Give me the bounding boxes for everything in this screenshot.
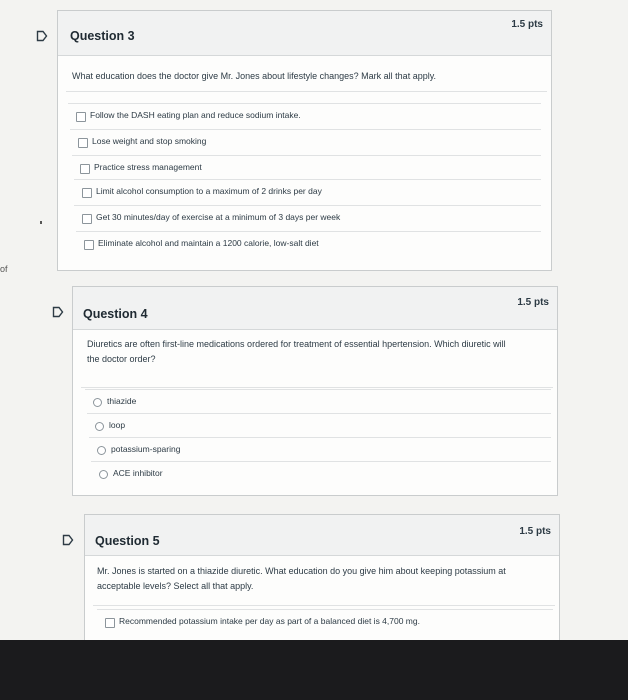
question-4-header: [73, 287, 557, 330]
bottom-bar: [0, 640, 628, 700]
answer-option[interactable]: [85, 389, 551, 414]
question-4-points: 1.5 pts: [517, 297, 549, 308]
checkbox-icon[interactable]: [82, 214, 92, 224]
decorative-dot: [40, 221, 42, 224]
question-4-title: Question 4: [83, 307, 148, 321]
checkbox-icon[interactable]: [76, 112, 86, 122]
question-4-prompt-line-2: the doctor order?: [87, 354, 156, 364]
answer-label: Lose weight and stop smoking: [92, 136, 207, 146]
checkbox-icon[interactable]: [84, 240, 94, 250]
question-5-prompt-line-1: Mr. Jones is started on a thiazide diuretic. What education do you give him about keeping potassium at: [97, 566, 506, 576]
radio-button-icon[interactable]: [95, 422, 104, 431]
answer-label: loop: [109, 420, 126, 430]
question-4-card: [72, 286, 558, 496]
question-5-header: [85, 515, 559, 556]
radio-button-icon[interactable]: [97, 446, 106, 455]
question-3-prompt: What education does the doctor give Mr. Jones about lifestyle changes? Mark all that apply.: [72, 71, 437, 81]
answer-option[interactable]: [87, 413, 551, 438]
radio-button-icon[interactable]: [99, 470, 108, 479]
flag-question-4-icon[interactable]: [52, 306, 64, 318]
divider: [93, 605, 555, 606]
question-5-title: Question 5: [95, 534, 160, 548]
answer-label: ACE inhibitor: [113, 468, 163, 478]
answer-option[interactable]: [74, 205, 541, 230]
answer-option[interactable]: [72, 155, 541, 180]
answer-label: Limit alcohol consumption to a maximum of 2 drinks per day: [96, 186, 322, 196]
answer-option[interactable]: [68, 103, 541, 128]
question-5-card: [84, 514, 560, 646]
answer-option[interactable]: [97, 609, 553, 634]
divider: [66, 91, 547, 92]
question-5-prompt-line-2: acceptable levels? Select all that apply.: [97, 581, 254, 591]
checkbox-icon[interactable]: [78, 138, 88, 148]
answer-option[interactable]: [76, 231, 541, 256]
question-5-prompt: [97, 564, 553, 594]
side-text-fragment: of: [0, 264, 8, 274]
question-4-prompt-line-1: Diuretics are often first-line medications ordered for treatment of essential hpertension. Which diuretic will: [87, 339, 506, 349]
flag-question-5-icon[interactable]: [62, 534, 74, 546]
answer-option[interactable]: [70, 129, 541, 154]
answer-label: Practice stress management: [94, 162, 202, 172]
checkbox-icon[interactable]: [82, 188, 92, 198]
answer-label: thiazide: [107, 396, 137, 406]
answer-label: Recommended potassium intake per day as part of a balanced diet is 4,700 mg.: [119, 616, 420, 626]
question-4-prompt: [87, 337, 549, 367]
answer-option[interactable]: [74, 179, 541, 204]
checkbox-icon[interactable]: [105, 618, 115, 628]
question-3-title: Question 3: [70, 29, 135, 43]
question-3-card: [57, 10, 552, 271]
answer-label: Eliminate alcohol and maintain a 1200 calorie, low-salt diet: [98, 238, 319, 248]
question-3-points: 1.5 pts: [511, 19, 543, 30]
divider: [81, 387, 553, 388]
answer-label: Get 30 minutes/day of exercise at a minimum of 3 days per week: [96, 212, 341, 222]
flag-question-3-icon[interactable]: [36, 30, 48, 42]
radio-button-icon[interactable]: [93, 398, 102, 407]
answer-label: potassium-sparing: [111, 444, 181, 454]
question-5-points: 1.5 pts: [519, 526, 551, 537]
checkbox-icon[interactable]: [80, 164, 90, 174]
answer-option[interactable]: [91, 461, 551, 486]
question-3-header: [58, 11, 551, 56]
answer-option[interactable]: [89, 437, 551, 462]
answer-label: Follow the DASH eating plan and reduce sodium intake.: [90, 110, 301, 120]
